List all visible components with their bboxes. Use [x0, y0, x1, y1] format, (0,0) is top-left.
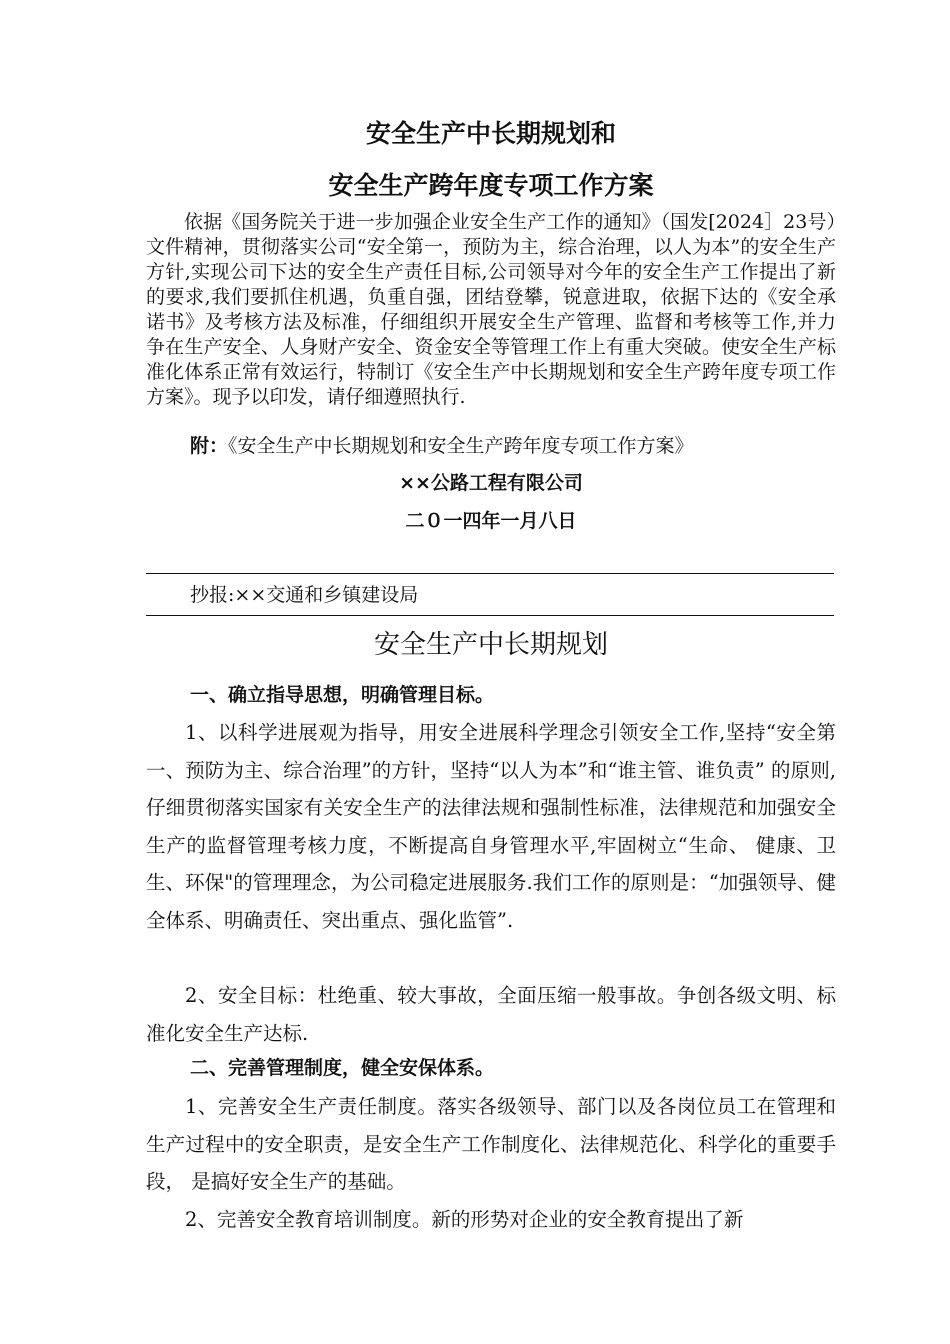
section-heading-1: 一、确立指导思想，明确管理目标。 — [190, 684, 495, 706]
divider-bottom — [146, 615, 834, 616]
divider-top — [146, 573, 834, 574]
attachment-line — [190, 434, 694, 459]
section1-item1-text: 1、以科学进展观为指导，用安全进展科学理念引领安全工作,坚持“安全第一、预防为主、综合治理”的方针，坚持“以人为本”和“谁主管、谁负责” 的原则,仔细贯彻落实国家有关安全生产的法律法规和强制性标准，法律规范和加强安全生产的监督管理考核力度，不断提高自身管理水平,牢固树立“生命、 健康、卫生、环保"的管理理念，为公司稳定进展服务.我们工作的原则是：“加强领导、健全体系、明确责任、突出重点、强化监管”. — [146, 721, 836, 932]
section1-item2 — [146, 977, 836, 1052]
company-name: ××公路工程有限公司 — [399, 472, 583, 494]
section2-item1-text: 1、完善安全生产责任制度。落实各级领导、部门以及各岗位员工在管理和生产过程中的安全职责，是安全生产工作制度化、法律规范化、科学化的重要手段， 是搞好安全生产的基础。 — [146, 1095, 836, 1194]
document-title-line1: 安全生产中长期规划和 — [365, 119, 616, 148]
section2-item2-text: 2、完善安全教育培训制度。新的形势对企业的安全教育提出了新 — [185, 1208, 744, 1231]
section1-item2-text: 2、安全目标：杜绝重、较大事故，全面压缩一般事故。争创各级文明、标准化安全生产达标. — [146, 984, 836, 1045]
intro-text: 依据《国务院关于进一步加强企业安全生产工作的通知》（国发[2024］23号）文件精神，贯彻落实公司“安全第一，预防为主，综合治理，以人为本”的安全生产方针,实现公司下达的安全生产责任目标,公司领导对今年的安全生产工作提出了新的要求,我们要抓住机遇，负重自强，团结登攀，锐意进取，依据下达的《安全承诺书》及考核方法及标准，仔细组织开展安全生产管理、监督和考核等工作,并力争在生产安全、人身财产安全、资金安全等管理工作上有重大突破。使安全生产标准化体系正常有效运行，特制订《安全生产中长期规划和安全生产跨年度专项工作方案》。现予以印发，请仔细遵照执行. — [146, 211, 836, 408]
attachment-text: 《安全生产中长期规划和安全生产跨年度专项工作方案》 — [228, 435, 694, 457]
cc-line: 抄报:××交通和乡镇建设局 — [190, 584, 419, 606]
issue-date: 二０一四年一月八日 — [405, 510, 577, 532]
attachment-label: 附： — [190, 435, 229, 457]
section2-item2 — [146, 1201, 836, 1239]
section-heading-2: 二、完善管理制度，健全安保体系。 — [190, 1057, 495, 1079]
document-title-line2: 安全生产跨年度专项工作方案 — [328, 171, 654, 200]
intro-paragraph — [146, 210, 836, 410]
plan-title: 安全生产中长期规划 — [373, 630, 608, 660]
section2-item1 — [146, 1088, 836, 1201]
section1-item1 — [146, 714, 836, 940]
